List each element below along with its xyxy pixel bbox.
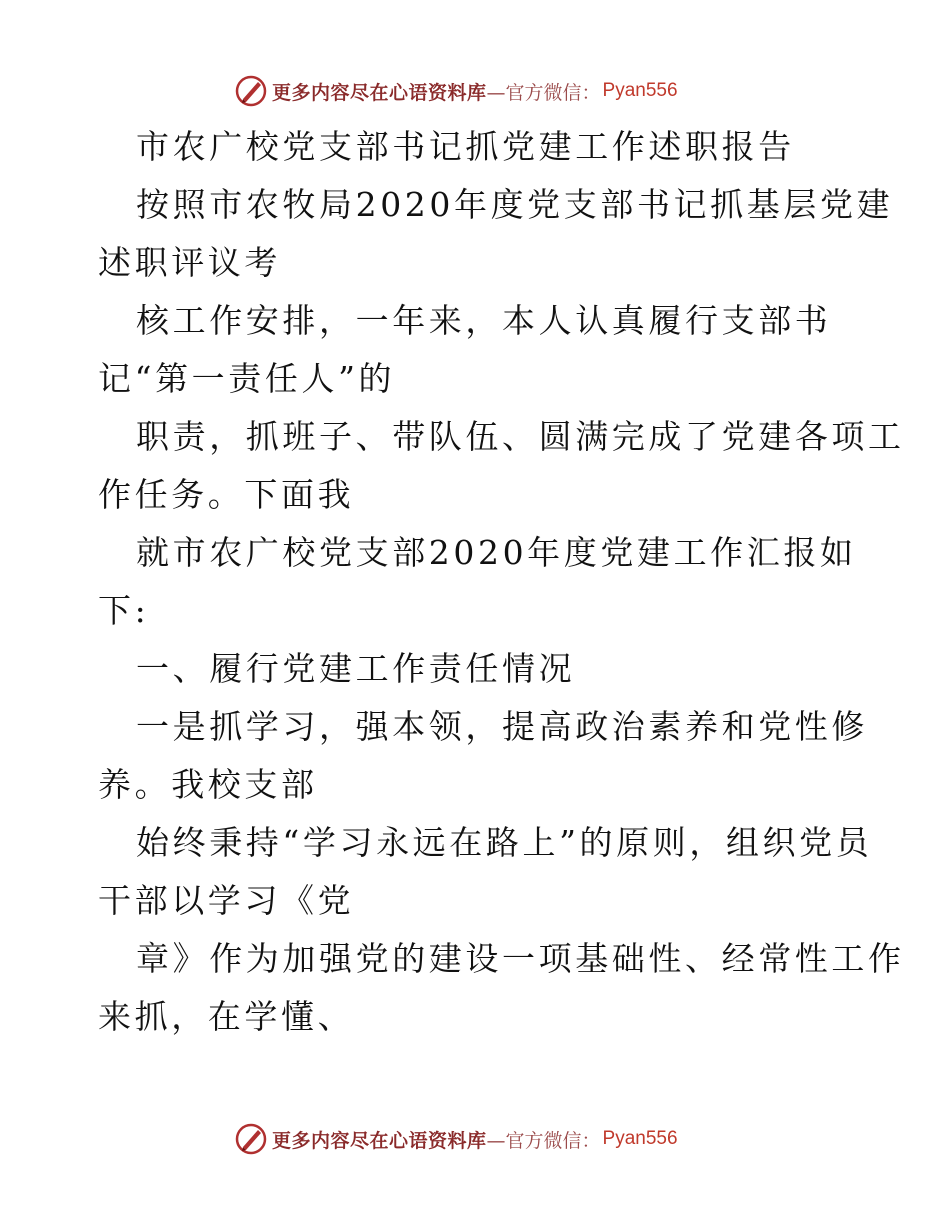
header-banner-separator: —官方微信： — [486, 81, 601, 104]
footer-banner — [234, 1122, 678, 1156]
header-banner — [234, 74, 678, 108]
text-line: 职责，抓班子、带队伍、圆满完成了党建各项工 — [136, 417, 905, 456]
text-line: 作任务。下面我 — [98, 475, 355, 514]
text-line: 就市农广校党支部2020年度党建工作汇报如 — [136, 533, 857, 572]
header-wechat-id: Pyan556 — [602, 80, 678, 101]
text-line: 下: — [98, 591, 150, 630]
footer-banner-separator: —官方微信： — [486, 1129, 601, 1152]
text-line: 一是抓学习，强本领，提高政治素养和党性修 — [136, 707, 868, 746]
header-banner-text: 更多内容尽在心语资料库 — [272, 81, 487, 104]
text-line: 章》作为加强党的建设一项基础性、经常性工作 — [136, 939, 905, 978]
text-line: 述职评议考 — [98, 243, 281, 282]
footer-banner-text: 更多内容尽在心语资料库 — [272, 1129, 487, 1152]
text-line: 养。我校支部 — [98, 765, 318, 804]
document-title: 市农广校党支部书记抓党建工作述职报告 — [136, 127, 795, 166]
text-line: 按照市农牧局2020年度党支部书记抓基层党建 — [136, 185, 894, 224]
pen-logo-icon — [234, 1122, 268, 1156]
section-heading: 一、履行党建工作责任情况 — [136, 649, 576, 688]
text-line: 来抓，在学懂、 — [98, 997, 355, 1036]
text-line: 始终秉持“学习永远在路上”的原则，组织党员 — [136, 823, 873, 862]
footer-wechat-id: Pyan556 — [602, 1128, 678, 1149]
text-line: 记“第一责任人”的 — [98, 359, 396, 398]
text-line: 干部以学习《党 — [98, 881, 355, 920]
pen-logo-icon — [234, 74, 268, 108]
text-line: 核工作安排，一年来，本人认真履行支部书 — [136, 301, 832, 340]
